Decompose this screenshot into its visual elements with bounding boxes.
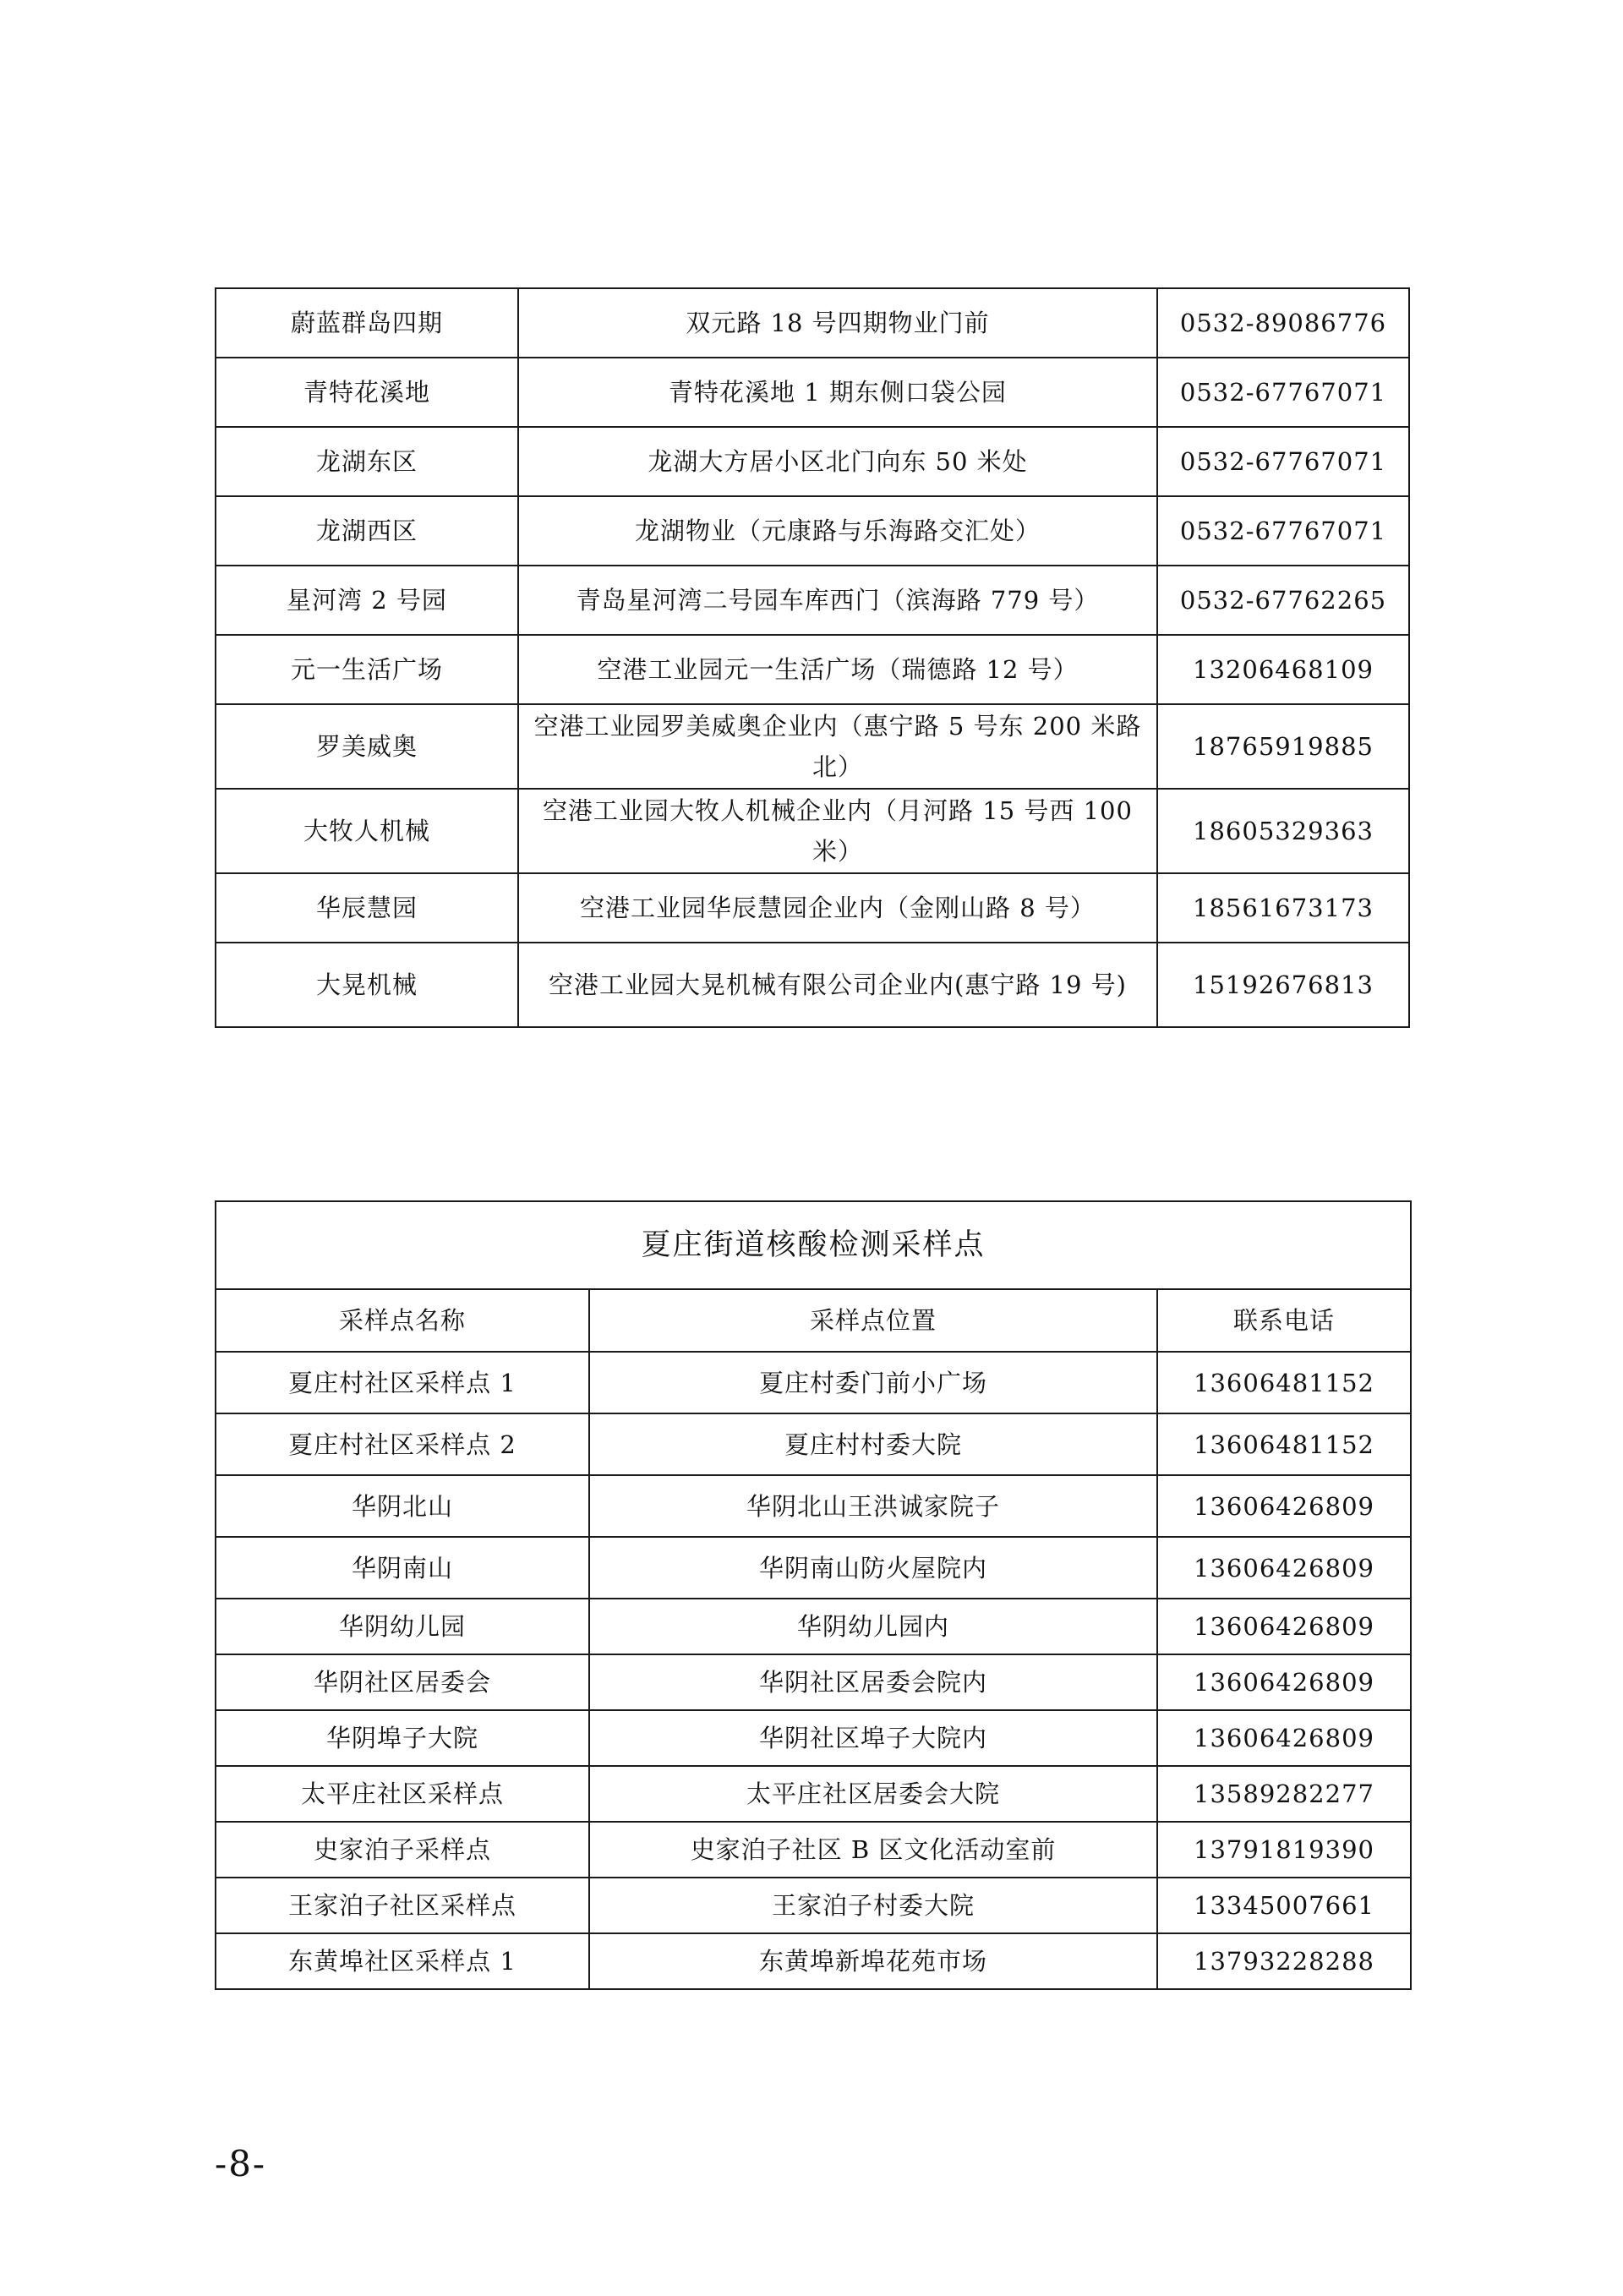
table-title: 夏庄街道核酸检测采样点 [216, 1201, 1411, 1289]
site-phone: 13606426809 [1157, 1537, 1411, 1599]
site-name: 蔚蓝群岛四期 [216, 288, 518, 358]
site-name: 华阴北山 [216, 1475, 589, 1537]
site-name: 夏庄村社区采样点 2 [216, 1413, 589, 1475]
header-location: 采样点位置 [589, 1289, 1157, 1352]
site-phone: 13606481152 [1157, 1413, 1411, 1475]
site-name: 罗美威奥 [216, 704, 518, 789]
site-phone: 13206468109 [1157, 635, 1409, 704]
site-phone: 13606426809 [1157, 1710, 1411, 1766]
site-name: 龙湖西区 [216, 496, 518, 566]
site-location: 空港工业园大晃机械有限公司企业内(惠宁路 19 号) [518, 943, 1157, 1027]
table-row [216, 566, 1409, 635]
site-name: 大牧人机械 [216, 789, 518, 873]
site-name: 华阴埠子大院 [216, 1710, 589, 1766]
table-row [216, 704, 1409, 789]
site-phone: 13345007661 [1157, 1878, 1411, 1933]
site-phone: 13606426809 [1157, 1654, 1411, 1710]
table-row [216, 427, 1409, 496]
table-row [216, 1537, 1411, 1599]
site-location: 龙湖物业（元康路与乐海路交汇处） [518, 496, 1157, 566]
table-row [216, 288, 1409, 358]
site-location: 华阴北山王洪诚家院子 [589, 1475, 1157, 1537]
site-location: 空港工业园元一生活广场（瑞德路 12 号） [518, 635, 1157, 704]
header-name: 采样点名称 [216, 1289, 589, 1352]
page-number: -8- [215, 2143, 267, 2184]
table-row [216, 1599, 1411, 1654]
site-phone: 0532-67767071 [1157, 358, 1409, 427]
site-location: 青岛星河湾二号园车库西门（滨海路 779 号） [518, 566, 1157, 635]
site-name: 华阴幼儿园 [216, 1599, 589, 1654]
site-phone: 18561673173 [1157, 873, 1409, 943]
site-name: 东黄埠社区采样点 1 [216, 1933, 589, 1989]
table-row [216, 1878, 1411, 1933]
site-name: 史家泊子采样点 [216, 1822, 589, 1878]
site-phone: 13791819390 [1157, 1822, 1411, 1878]
site-location: 华阴社区居委会院内 [589, 1654, 1157, 1710]
site-location: 华阴南山防火屋院内 [589, 1537, 1157, 1599]
header-phone: 联系电话 [1157, 1289, 1411, 1352]
site-location: 空港工业园华辰慧园企业内（金刚山路 8 号） [518, 873, 1157, 943]
site-name: 华阴社区居委会 [216, 1654, 589, 1710]
site-phone: 0532-67762265 [1157, 566, 1409, 635]
table-row [216, 943, 1409, 1027]
site-phone: 0532-67767071 [1157, 496, 1409, 566]
site-location: 太平庄社区居委会大院 [589, 1766, 1157, 1822]
table-row [216, 1352, 1411, 1413]
site-location: 双元路 18 号四期物业门前 [518, 288, 1157, 358]
site-location: 夏庄村村委大院 [589, 1413, 1157, 1475]
site-phone: 0532-89086776 [1157, 288, 1409, 358]
table-row [216, 1822, 1411, 1878]
site-location: 王家泊子村委大院 [589, 1878, 1157, 1933]
table-row [216, 635, 1409, 704]
site-location: 华阴社区埠子大院内 [589, 1710, 1157, 1766]
site-phone: 18605329363 [1157, 789, 1409, 873]
site-location: 华阴幼儿园内 [589, 1599, 1157, 1654]
site-location: 空港工业园罗美威奥企业内（惠宁路 5 号东 200 米路北） [518, 704, 1157, 789]
table-row [216, 1654, 1411, 1710]
table-row [216, 1710, 1411, 1766]
site-phone: 13606481152 [1157, 1352, 1411, 1413]
table-row [216, 789, 1409, 873]
site-phone: 13606426809 [1157, 1599, 1411, 1654]
table-row [216, 1413, 1411, 1475]
site-name: 青特花溪地 [216, 358, 518, 427]
site-phone: 18765919885 [1157, 704, 1409, 789]
site-phone: 13606426809 [1157, 1475, 1411, 1537]
table-row [216, 873, 1409, 943]
site-phone: 15192676813 [1157, 943, 1409, 1027]
table-title-row [216, 1201, 1411, 1289]
site-name: 太平庄社区采样点 [216, 1766, 589, 1822]
table-row [216, 358, 1409, 427]
table-row [216, 1766, 1411, 1822]
site-phone: 13793228288 [1157, 1933, 1411, 1989]
site-name: 星河湾 2 号园 [216, 566, 518, 635]
table-header-row [216, 1289, 1411, 1352]
site-name: 华阴南山 [216, 1537, 589, 1599]
site-location: 空港工业园大牧人机械企业内（月河路 15 号西 100 米） [518, 789, 1157, 873]
site-location: 东黄埠新埠花苑市场 [589, 1933, 1157, 1989]
site-name: 夏庄村社区采样点 1 [216, 1352, 589, 1413]
site-name: 华辰慧园 [216, 873, 518, 943]
table-row [216, 1475, 1411, 1537]
site-location: 青特花溪地 1 期东侧口袋公园 [518, 358, 1157, 427]
site-phone: 0532-67767071 [1157, 427, 1409, 496]
table-row [216, 496, 1409, 566]
site-location: 史家泊子社区 B 区文化活动室前 [589, 1822, 1157, 1878]
site-name: 大晃机械 [216, 943, 518, 1027]
table-row [216, 1933, 1411, 1989]
site-location: 夏庄村委门前小广场 [589, 1352, 1157, 1413]
site-phone: 13589282277 [1157, 1766, 1411, 1822]
site-name: 王家泊子社区采样点 [216, 1878, 589, 1933]
site-name: 元一生活广场 [216, 635, 518, 704]
sampling-sites-table-continued [215, 287, 1410, 1028]
xiazhuang-sampling-sites-table [215, 1200, 1412, 1990]
site-location: 龙湖大方居小区北门向东 50 米处 [518, 427, 1157, 496]
site-name: 龙湖东区 [216, 427, 518, 496]
